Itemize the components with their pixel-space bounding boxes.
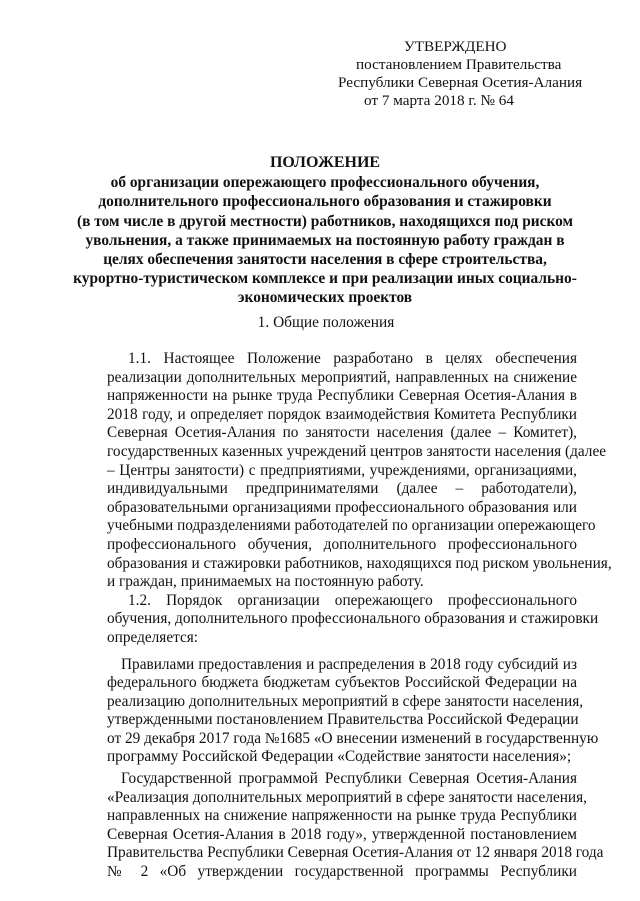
text-line: 2018 году, и определяет порядок взаимодействия Комитета Республики [107, 405, 577, 423]
text-line: – Центры занятости) с предприятиями, учреждениями, организациями, [107, 461, 577, 479]
text-line: индивидуальными предпринимателями (далее – работодатели), [107, 480, 577, 498]
text-line: и граждан, принимаемых на постоянную работу. [107, 573, 424, 591]
paragraph-rules [107, 655, 599, 768]
text-line: Правилами предоставления и распределения в 2018 году субсидий из [121, 655, 577, 673]
approval-line: Республики Северная Осетия-Алания [338, 74, 583, 91]
text-line: реализации дополнительных мероприятий, направленных на снижение [107, 368, 577, 386]
text-line: программу Российской Федерации «Содействие занятости населения»; [107, 748, 572, 766]
document-title [40, 153, 610, 308]
text-line: Северная Осетия-Алания по занятости населения (далее – Комитет), [107, 424, 577, 442]
text-line: федерального бюджета бюджетам субъектов Российской Федерации на [107, 674, 577, 692]
text-line: Северная Осетия-Алания в 2018 году», утвержденной постановлением [107, 825, 577, 843]
text-line: от 29 декабря 2017 года №1685 «О внесении изменений в государственную [107, 729, 599, 747]
text-line: 1.2. Порядок организации опережающего профессионального [128, 591, 577, 609]
approval-date-line: от 7 марта 2018 г. № 64 [364, 92, 514, 109]
text-line: определяется: [107, 628, 199, 646]
approval-stamp [338, 38, 628, 110]
text-line: учебными подразделениями работодателей по организации опережающего [107, 517, 596, 535]
title-line: курортно-туристическом комплексе и при реализации иных социально- [73, 270, 577, 288]
approval-heading: УТВЕРЖДЕНО [404, 38, 507, 55]
text-line: образовательными организациями профессионального образования или [107, 498, 577, 516]
text-line: 1.1. Настоящее Положение разработано в целях обеспечения [128, 350, 577, 367]
text-line: Правительства Республики Северная Осетия-Алания от 12 января 2018 года [107, 844, 604, 862]
text-line: утвержденными постановлением Правительства Российской Федерации [107, 711, 579, 729]
approval-line: постановлением Правительства [356, 56, 562, 73]
text-line: направленных на снижение напряженности на рынке труда Республики [107, 807, 577, 825]
title-line: увольнения, а также принимаемых на постоянную работу граждан в [85, 231, 565, 249]
paragraph-1-1 [107, 350, 612, 592]
text-line: «Реализация дополнительных мероприятий в сфере занятости населения, [107, 788, 587, 806]
paragraph-state-program [107, 770, 604, 882]
section-heading-text: 1. Общие положения [257, 314, 395, 331]
title-line: дополнительного профессионального образования и стажировки [98, 193, 552, 211]
title-line: (в том числе в другой местности) работников, находящихся под риском [77, 212, 573, 230]
text-line: Государственной программой Республики Северная Осетия-Алания [121, 770, 577, 788]
text-line: реализацию дополнительных мероприятий в сфере занятости населения, [107, 692, 584, 710]
text-line: профессионального обучения, дополнительного профессионального [107, 535, 577, 553]
title-line: целях обеспечения занятости населения в сфере строительства, [103, 251, 547, 269]
text-line: обучения, дополнительного профессионального образования и стажировки [107, 610, 599, 628]
document-body [107, 350, 612, 882]
title-main: ПОЛОЖЕНИЕ [269, 154, 381, 171]
section-heading [0, 313, 640, 332]
text-line: напряженности на рынке труда Республики Северная Осетия-Алания в [107, 387, 577, 405]
title-line: об организации опережающего профессионального обучения, [110, 174, 540, 192]
text-line: образования и стажировки работников, находящихся под риском увольнения, [107, 554, 612, 572]
text-line: № 2 «Об утверждении государственной программы Республики [107, 863, 577, 881]
paragraph-1-2 [107, 591, 599, 648]
text-line: государственных казенных учреждений центров занятости населения (далее [107, 442, 607, 460]
title-line: экономических проектов [237, 289, 413, 307]
